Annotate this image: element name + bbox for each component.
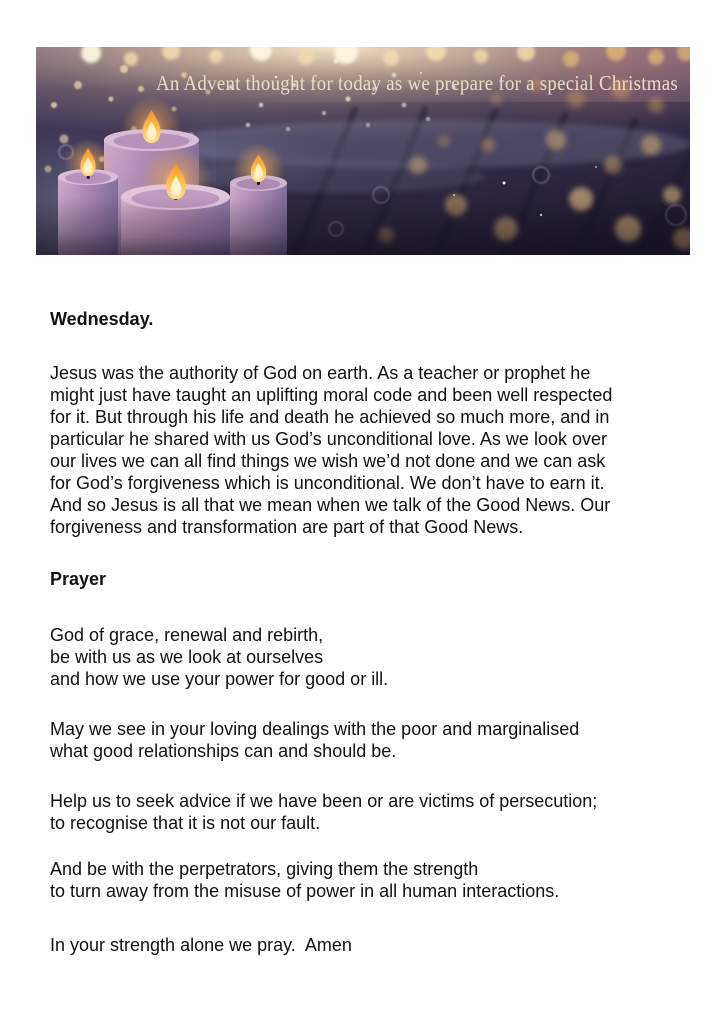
prayer-stanza-3 (50, 790, 597, 834)
stanza-line: and how we use your power for good or ill. (50, 669, 389, 689)
stanza-line: to turn away from the misuse of power in all human interactions. (50, 881, 560, 901)
paragraph-line: might just have taught an uplifting moral code and been well respected (50, 385, 613, 405)
paragraph-line: And so Jesus is all that we mean when we talk of the Good News. Our (50, 495, 611, 515)
intro-paragraph (50, 362, 612, 538)
banner-caption: An Advent thought for today as we prepare for a special Christmas (156, 71, 678, 95)
stanza-line: what good relationships can and should be. (50, 741, 397, 761)
stanza-line: May we see in your loving dealings with the poor and marginalised (50, 719, 580, 739)
prayer-stanza-1 (50, 624, 388, 690)
prayer-stanza-2 (50, 718, 579, 762)
closing-line: In your strength alone we pray. Amen (50, 935, 352, 955)
paragraph-line: for it. But through his life and death he achieved so much more, and in (50, 407, 610, 427)
paragraph-line: for God’s forgiveness which is unconditional. We don’t have to earn it. (50, 473, 605, 493)
stanza-line: And be with the perpetrators, giving them the strength (50, 859, 479, 879)
paragraph-line: forgiveness and transformation are part of that Good News. (50, 517, 524, 537)
paragraph-line: our lives we can all find things we wish we’d not done and we can ask (50, 451, 606, 471)
stanza-line: Help us to seek advice if we have been or are victims of persecution; (50, 791, 598, 811)
stanza-line: God of grace, renewal and rebirth, (50, 625, 324, 645)
paragraph-line: particular he shared with us God’s unconditional love. As we look over (50, 429, 607, 449)
paragraph-line: Jesus was the authority of God on earth. As a teacher or prophet he (50, 363, 591, 383)
prayer-heading: Prayer (50, 569, 107, 589)
prayer-stanza-4 (50, 858, 559, 902)
stanza-line: to recognise that it is not our fault. (50, 813, 321, 833)
weekday-heading: Wednesday. (50, 309, 154, 329)
stanza-line: be with us as we look at ourselves (50, 647, 324, 667)
